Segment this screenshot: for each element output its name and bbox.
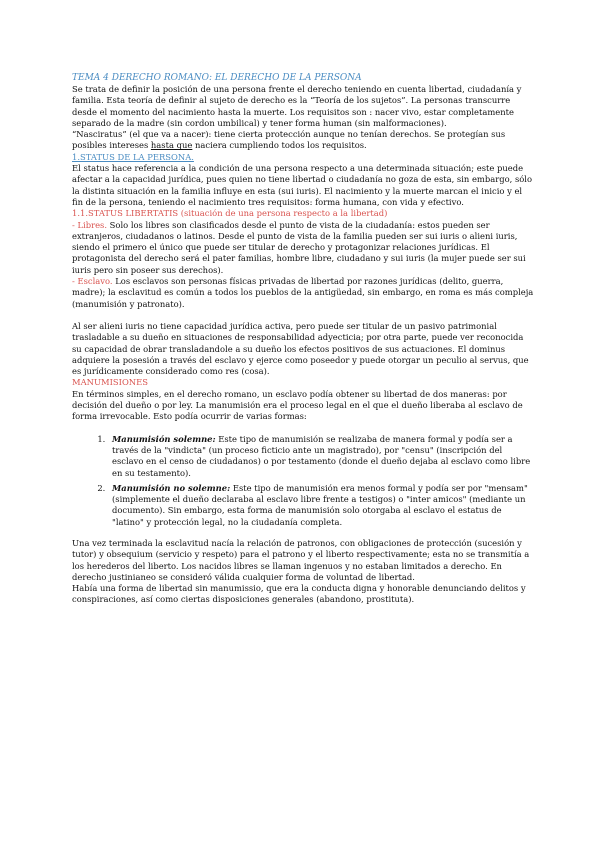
spacer <box>72 310 534 321</box>
spacer <box>72 423 534 434</box>
alieni-paragraph: Al ser alieni iuris no tiene capacidad jurídica activa, pero puede ser titular de un pasivo patrimonial trasladable a su dueño en situaciones de responsabilidad adyecticia; por otra parte, puede ver reconocida su capacidad de obrar transladandole a su dueño los efectos positivos de sus actuaciones. El dominus adquiere la posesión a través del esclavo y ejerce como poseedor y puede otorgar un peculio al servus, que es jurídicamente considerado como res (cosa). <box>72 320 529 377</box>
manumisiones-paragraph: En términos simples, en el derecho romano, un esclavo podía obtener su libertad de dos maneras: por decisión del dueño o por ley. La manumisión era el proceso legal en el que el dueño liberaba al esclavo de forma irrevocable. Esto podía ocurrir de varias formas: <box>72 388 523 422</box>
intro-2-text-b: naciera cumpliendo todos los requisitos. <box>192 140 367 151</box>
document-body <box>72 72 534 606</box>
intro-paragraph-1: Se trata de definir la posición de una persona frente el derecho teniendo en cuenta libertad, ciudadanía y familia. Esta teoría de definir al sujeto de derecho es la “Teoría de los sujetos”. La personas transcurre desde el momento del nacimiento hasta la muerte. Los requisitos son : nacer vivo, estar completamente separado de la madre (sin cordon umbilical) y tener forma human (sin malformaciones). <box>72 84 522 128</box>
list-item-title: Manumisión solemne: <box>112 433 216 444</box>
page-title: TEMA 4 DERECHO ROMANO: EL DERECHO DE LA PERSONA <box>72 73 362 83</box>
manumission-list <box>72 434 534 528</box>
libres-paragraph <box>72 220 534 276</box>
subsection-heading-libertatis: 1.1.STATUS LIBERTATIS (situación de una persona respecto a la libertad) <box>72 208 388 219</box>
list-item <box>108 483 534 528</box>
esclavo-paragraph <box>72 276 534 310</box>
section-heading-status: 1.STATUS DE LA PERSONA. <box>72 151 194 162</box>
esclavo-label: - Esclavo. <box>72 276 113 287</box>
status-paragraph: El status hace referencia a la condición de una persona respecto a una determinada situación; este puede afectar a la capacidad jurídica, pues quien no tiene libertad o ciudadanía no goza de esta, sin embargo, sólo la distinta situación en la familia influye en esta (sui iuris). El nacimiento y la muerte marcan el inicio y el fin de la persona, teniendo el nacimiento tres requisitos: forma humana, con vida y efectivo. <box>72 163 533 207</box>
list-item <box>108 434 534 479</box>
libres-text: Solo los libres son clasificados desde el punto de vista de la ciudadanía: estos pueden ser extranjeros, ciudadanos o latinos. Desde el punto de vista de la familia pueden ser sui iuris o alieni iuris, siendo el primero el único que puede ser titular de derecho y protagonizar relaciones jurídicas. El protagonista del derecho será el pater familias, hombre libre, ciudadano y sui iuris (la mujer puede ser sui iuris pero sin poseer sus derechos). <box>72 219 526 275</box>
intro-2-text-a: “Nasciratus” (el que va a nacer): tiene cierta protección aunque no tenían derechos. Se protegían sus posibles intereses <box>72 129 506 151</box>
intro-paragraph-2 <box>72 129 534 152</box>
libres-label: - Libres. <box>72 219 108 230</box>
final-paragraph: Había una forma de libertad sin manumissio, que era la conducta digna y honorable denunciando delitos y conspiraciones, así como ciertas disposiciones generales (abandono, prostituta). <box>72 583 526 605</box>
intro-2-underlined: hasta que <box>150 140 193 151</box>
patronato-paragraph: Una vez terminada la esclavitud nacía la relación de patronos, con obligaciones de protección (sucesión y tutor) y obsequium (servicio y respeto) para el patrono y el liberto respectivamente; esta no se transmitía a los herederos del liberto. Los nacidos libres se llaman ingenuos y no estaban limitados a derecho. En derecho justinianeo se consideró válida cualquier forma de voluntad de libertad. <box>72 537 530 582</box>
esclavo-text: Los esclavos son personas físicas privadas de libertad por razones jurídicas (delito, guerra, madre); la esclavitud es común a todos los pueblos de la antigüedad, sin embargo, en roma es más compleja (manumisión y patronato). <box>72 276 534 309</box>
list-item-text: Este tipo de manumisión era menos formal y podía ser por "mensam" (simplemente el dueño declaraba al esclavo libre frente a testigos) o "inter amicos" (mediante un documento). Sin embargo, esta forma de manumisión solo otorgaba al esclavo el estatus de "latino" y protección legal, no la ciudadanía completa. <box>112 482 528 527</box>
list-item-text: Este tipo de manumisión se realizaba de manera formal y podía ser a través de la "vindicta" (un proceso ficticio ante un magistrado), por "censu" (inscripción del esclavo en el censo de ciudadanos) o por testamento (donde el dueño dejaba al esclavo como libre en su testamento). <box>112 433 531 478</box>
manumisiones-heading: MANUMISIONES <box>72 377 148 388</box>
list-item-title: Manumisión no solemne: <box>112 482 231 493</box>
